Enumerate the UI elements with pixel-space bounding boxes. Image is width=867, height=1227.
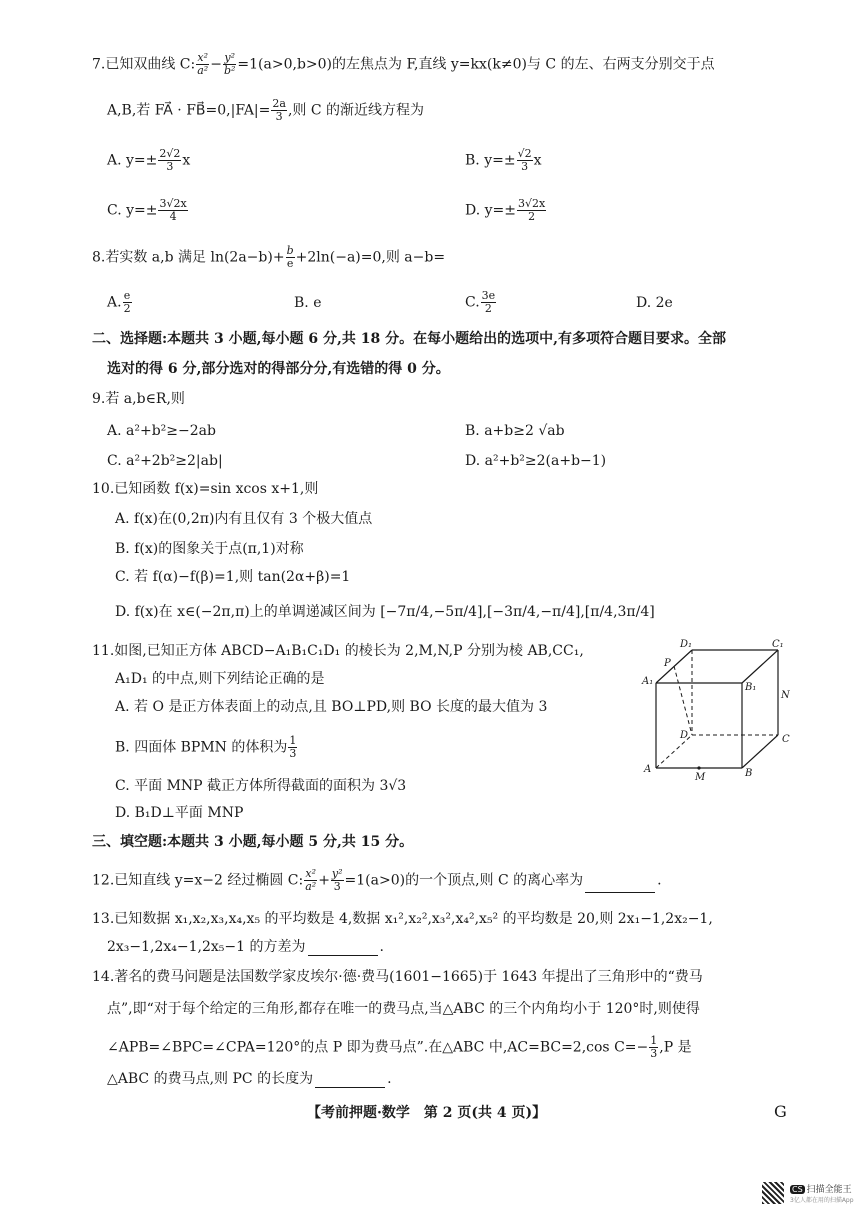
q7-option-a: A. y=± $\frac{2√2}{3}$ x — [107, 147, 191, 173]
q11-option-b: B. 四面体 BPMN 的体积为 $\frac{1}{3}$ — [115, 734, 297, 760]
q9-stem: 9.若 a,b∈R,则 — [92, 391, 185, 407]
q8-option-d: D. 2e — [636, 295, 673, 311]
q10-option-b: B. f(x)的图象关于点(π,1)对称 — [115, 541, 304, 557]
section3-heading: 三、填空题:本题共 3 小题,每小题 5 分,共 15 分。 — [92, 834, 414, 850]
fig-label-c: C — [782, 734, 790, 745]
q11-option-d: D. B₁D⊥平面 MNP — [115, 805, 244, 821]
q12-answer-blank[interactable] — [585, 878, 655, 893]
q10-option-d: D. f(x)在 x∈(−2π,π)上的单调递减区间为 [−7π/4,−5π/4],[−3π/4,−π/4],[π/4,3π/4] — [115, 604, 655, 620]
fig-label-p: P — [664, 658, 671, 669]
q7-line2: A,B,若 FA⃗ · FB⃗=0,|FA|= $\frac{2a}{3}$ ,则 C 的渐近线方程为 — [107, 97, 424, 123]
scanner-watermark: CS 扫描全能王 3亿人都在用的扫描App — [790, 1185, 854, 1204]
fig-label-d: D — [680, 730, 689, 741]
q9-option-b: B. a+b≥2 √ab — [465, 423, 565, 439]
q10-option-c: C. 若 f(α)−f(β)=1,则 tan(2α+β)=1 — [115, 569, 351, 585]
q7-line1: 7.已知双曲线 C: $\frac{\text{x²}}{\text{a²}}$ − $\frac{\text{y²}}{\text{b²}}$ =1(a>0,b>0)的左焦点为 F,直线 y=kx(k≠0)与 C 的左、右两支分别交于点 — [92, 51, 715, 77]
q13-line1: 13.已知数据 x₁,x₂,x₃,x₄,x₅ 的平均数是 4,数据 x₁²,x₂²,x₃²,x₄²,x₅² 的平均数是 20,则 2x₁−1,2x₂−1, — [92, 911, 713, 927]
fig-label-b: B — [745, 768, 753, 779]
q10-stem: 10.已知函数 f(x)=sin xcos x+1,则 — [92, 481, 319, 497]
fig-label-c1: C₁ — [772, 639, 784, 650]
fig-label-a1: A₁ — [642, 676, 654, 687]
q7-option-d: D. y=± $\frac{3√2x}{2}$ — [465, 197, 546, 223]
fig-label-d1: D₁ — [680, 639, 693, 650]
q14-answer-blank[interactable] — [315, 1073, 385, 1088]
q8-option-c: C. $\frac{3e}{2}$ — [465, 289, 496, 315]
qr-code-icon — [762, 1182, 784, 1204]
q14-line1: 14.著名的费马问题是法国数学家皮埃尔·德·费马(1601−1665)于 1643 年提出了三角形中的“费马 — [92, 969, 703, 985]
q7-option-b: B. y=± $\frac{√2}{3}$ x — [465, 147, 542, 173]
section2-heading: 二、选择题:本题共 3 小题,每小题 6 分,共 18 分。在每小题给出的选项中,有多项符合题目要求。全部 — [92, 331, 726, 347]
fig-label-b1: B₁ — [745, 682, 757, 693]
q11-option-c: C. 平面 MNP 截正方体所得截面的面积为 3√3 — [115, 778, 407, 794]
fig-label-a: A — [644, 764, 652, 775]
q13-line2: 2x₃−1,2x₄−1,2x₅−1 的方差为 . — [107, 939, 384, 955]
q8-option-b: B. e — [294, 295, 322, 311]
cube-figure — [640, 638, 800, 786]
q11-line1: 11.如图,已知正方体 ABCD−A₁B₁C₁D₁ 的棱长为 2,M,N,P 分别为棱 AB,CC₁, — [92, 643, 584, 659]
q13-answer-blank[interactable] — [308, 941, 378, 956]
fig-label-n: N — [781, 690, 790, 701]
q7-option-c: C. y=± $\frac{3√2x}{4}$ — [107, 197, 187, 223]
q14-line3: ∠APB=∠BPC=∠CPA=120°的点 P 即为费马点”.在△ABC 中,AC=BC=2,cos C=− $\frac{1}{3}$ ,P 是 — [107, 1034, 692, 1060]
q12-stem: 12.已知直线 y=x−2 经过椭圆 C: $\frac{\text{x²}}{\text{a²}}$ + $\frac{\text{y²}}{3}$ =1(a>0)的一个顶点,则 C 的离心率为 . — [92, 867, 662, 893]
q14-line2: 点”,即“对于每个给定的三角形,都存在唯一的费马点,当△ABC 的三个内角均小于 120°时,则使得 — [107, 1001, 700, 1017]
section2-subheading: 选对的得 6 分,部分选对的得部分分,有选错的得 0 分。 — [107, 361, 450, 377]
q9-option-c: C. a²+2b²≥2|ab| — [107, 453, 223, 469]
q9-option-d: D. a²+b²≥2(a+b−1) — [465, 453, 607, 469]
q11-option-a: A. 若 O 是正方体表面上的动点,且 BO⊥PD,则 BO 长度的最大值为 3 — [115, 699, 548, 715]
q8-stem: 8.若实数 a,b 满足 ln(2a−b)+ $\frac{b}{e}$ +2ln(−a)=0,则 a−b= — [92, 244, 446, 270]
paper-version: G — [774, 1102, 787, 1121]
fig-label-m: M — [695, 772, 706, 783]
page-footer: 【考前押题·数学 第 2 页(共 4 页)】 — [307, 1105, 547, 1121]
q10-option-a: A. f(x)在(0,2π)内有且仅有 3 个极大值点 — [115, 511, 373, 527]
q9-option-a: A. a²+b²≥−2ab — [107, 423, 216, 439]
scanner-logo-icon: CS — [792, 1185, 803, 1194]
q11-line2: A₁D₁ 的中点,则下列结论正确的是 — [115, 671, 325, 687]
q14-line4: △ABC 的费马点,则 PC 的长度为 . — [107, 1071, 392, 1087]
q8-option-a: A. $\frac{e}{2}$ — [107, 289, 131, 315]
